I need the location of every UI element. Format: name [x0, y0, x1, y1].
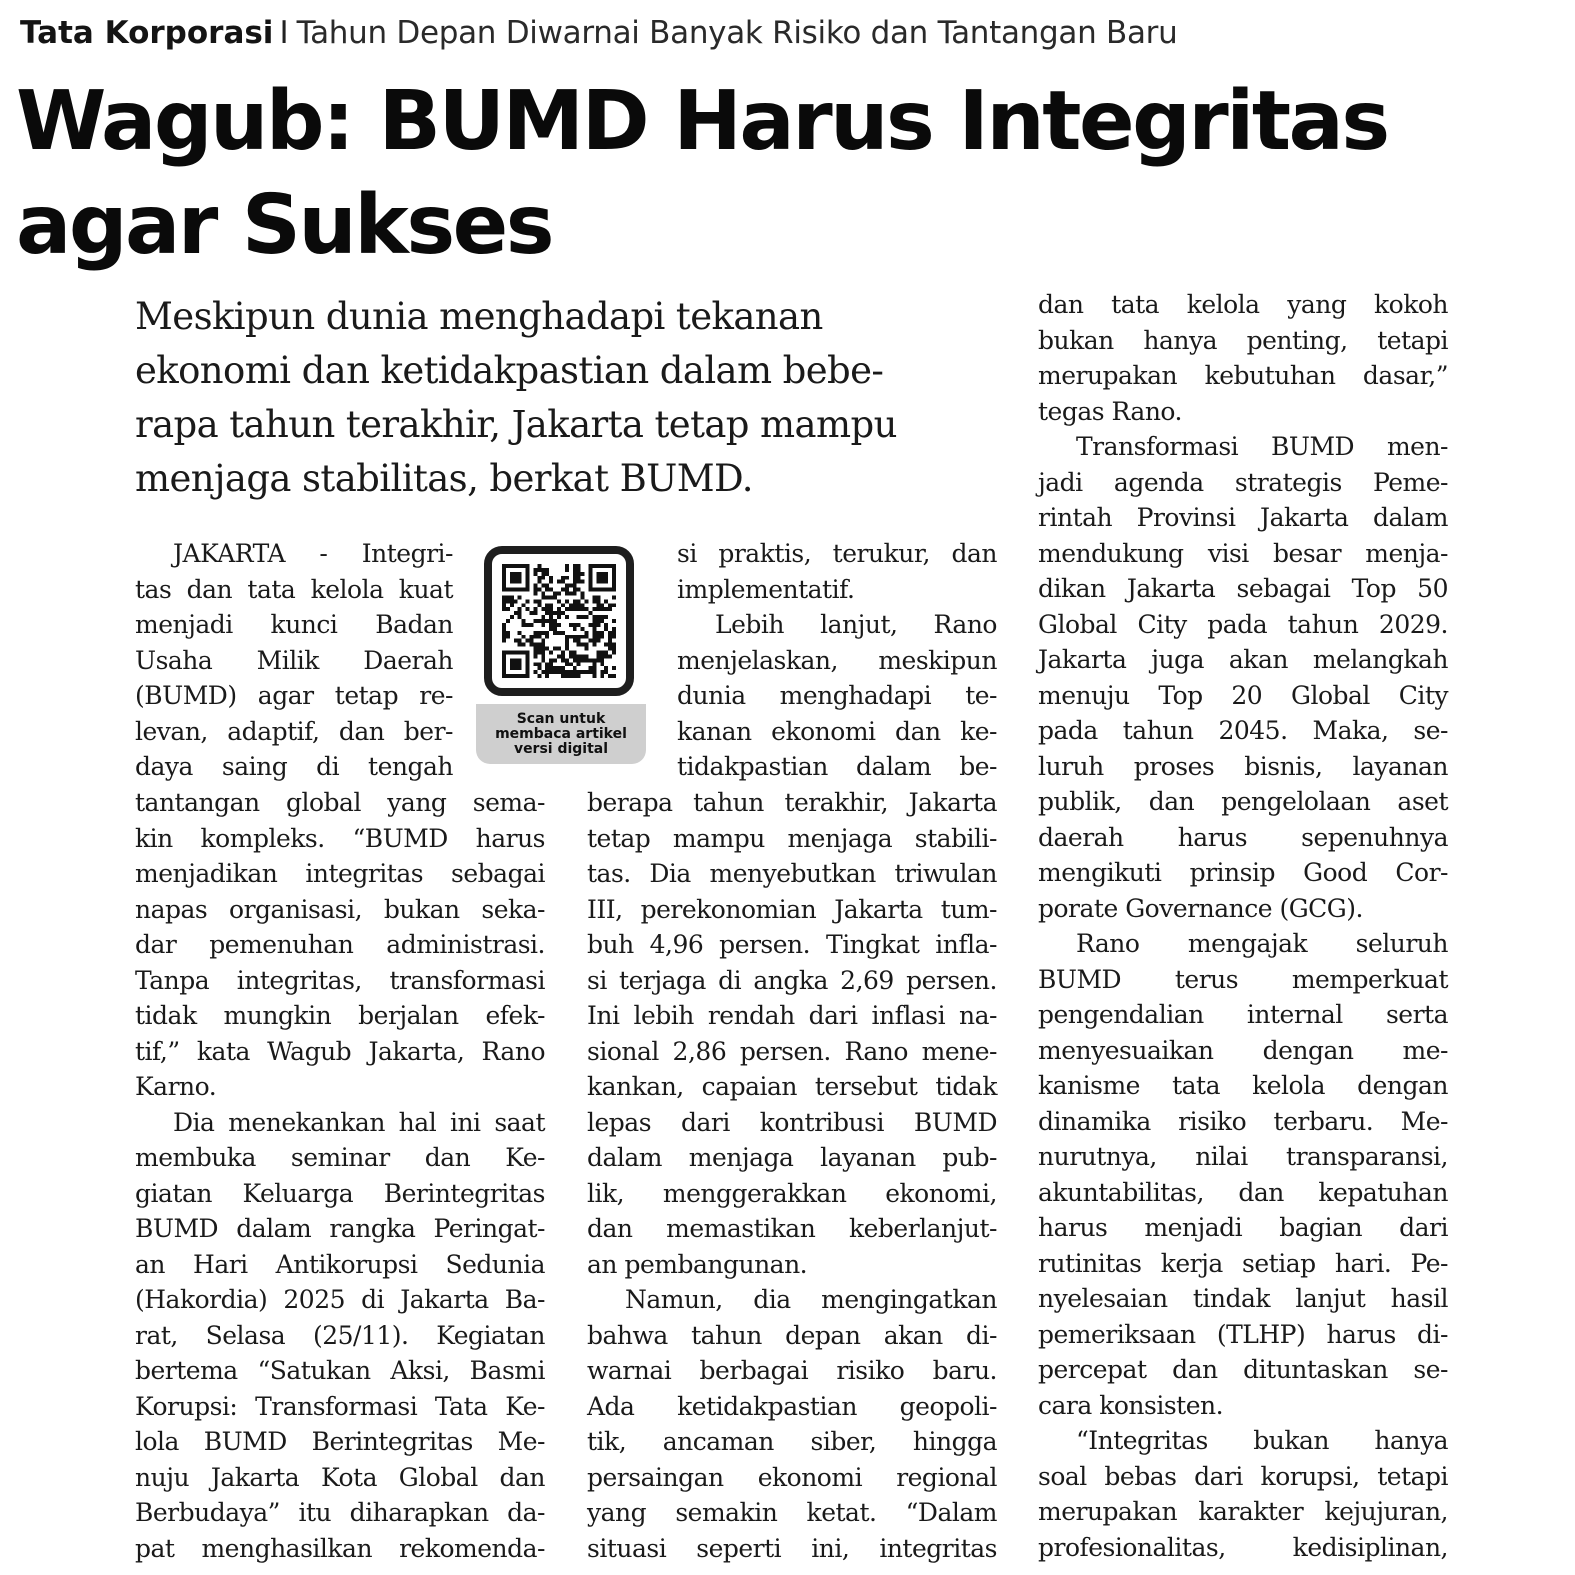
- column-1-top: [135, 536, 453, 785]
- text-line: rutinitas kerja setiap hari. Pe-: [1038, 1248, 1448, 1278]
- text-line: (Hakordia) 2025 di Jakarta Ba-: [135, 1285, 545, 1314]
- text-line: Berbudaya” itu diharapkan da-: [135, 1498, 545, 1527]
- article-paragraph: [587, 785, 997, 1282]
- text-line: menjadi kunci Badan: [135, 610, 453, 639]
- text-line: JAKARTA - Integri-: [173, 539, 453, 568]
- text-line: berapa tahun terakhir, Jakarta: [587, 788, 997, 817]
- text-line: lik, menggerakkan ekonomi,: [587, 1178, 997, 1208]
- text-line: dan tata kelola yang kokoh: [1038, 290, 1448, 319]
- text-line: porate Governance (GCG).: [1038, 893, 1363, 923]
- article-paragraph: [677, 607, 997, 785]
- text-line: rintah Provinsi Jakarta dalam: [1038, 503, 1448, 532]
- article-paragraph: [135, 536, 453, 785]
- text-line: mengikuti prinsip Good Cor-: [1038, 858, 1448, 887]
- text-line: profesionalitas, kedisiplinan,: [1038, 1532, 1448, 1562]
- text-line: tetap mampu menjaga stabili-: [587, 823, 997, 853]
- text-line: Rano mengajak seluruh: [1076, 929, 1448, 958]
- qr-caption-line: Scan untuk: [516, 711, 606, 727]
- text-line: pat menghasilkan rekomenda-: [135, 1533, 545, 1563]
- text-line: Global City pada tahun 2029.: [1038, 609, 1448, 639]
- column-2-top: [677, 536, 997, 785]
- text-line: situasi seperti ini, integritas: [587, 1533, 997, 1563]
- text-line: harus menjadi bagian dari: [1038, 1213, 1448, 1242]
- text-line: si terjaga di angka 2,69 persen.: [587, 965, 997, 995]
- text-line: sional 2,86 persen. Rano mene-: [587, 1036, 997, 1066]
- text-line: implementatif.: [677, 574, 855, 604]
- kicker-subtitle: Tahun Depan Diwarnai Banyak Risiko dan Tantangan Baru: [296, 15, 1178, 51]
- text-line: menjelaskan, meskipun: [677, 645, 997, 675]
- text-line: an Hari Antikorupsi Sedunia: [135, 1249, 545, 1279]
- text-line: si praktis, terukur, dan: [677, 539, 997, 568]
- headline-line-2: agar Sukses: [16, 178, 553, 273]
- qr-caption-line: versi digital: [513, 741, 609, 757]
- lead-paragraph: [135, 290, 985, 506]
- text-line: nuju Jakarta Kota Global dan: [135, 1462, 545, 1492]
- lead-line: Meskipun dunia menghadapi tekanan: [135, 295, 823, 338]
- text-line: III, perekonomian Jakarta tum-: [587, 894, 997, 924]
- text-line: tik, ancaman siber, hingga: [587, 1427, 997, 1456]
- text-line: Korupsi: Transformasi Tata Ke-: [135, 1391, 545, 1421]
- text-line: giatan Keluarga Berintegritas: [135, 1178, 545, 1208]
- text-line: pada tahun 2045. Maka, se-: [1038, 716, 1448, 745]
- text-line: dikan Jakarta sebagai Top 50: [1038, 574, 1448, 603]
- column-2-bottom: [587, 785, 997, 1566]
- lead-line: rapa tahun terakhir, Jakarta tetap mampu: [135, 403, 897, 446]
- text-line: dar pemenuhan administrasi.: [135, 930, 545, 959]
- column-3: [1038, 287, 1448, 1565]
- text-line: Transformasi BUMD men-: [1076, 432, 1448, 461]
- text-line: menyesuaikan dengan me-: [1038, 1035, 1448, 1065]
- article-paragraph: [1038, 287, 1448, 429]
- lead-line: menjaga stabilitas, berkat BUMD.: [135, 457, 753, 500]
- text-line: mendukung visi besar menja-: [1038, 538, 1448, 568]
- text-line: Lebih lanjut, Rano: [715, 610, 997, 639]
- text-line: tantangan global yang sema-: [135, 788, 545, 817]
- text-line: merupakan kebutuhan dasar,”: [1038, 361, 1448, 390]
- text-line: Karno.: [135, 1072, 217, 1101]
- text-line: nurutnya, nilai transparansi,: [1038, 1142, 1448, 1171]
- text-line: menuju Top 20 Global City: [1038, 680, 1448, 710]
- article-paragraph: [1038, 1423, 1448, 1565]
- text-line: dinamika risiko terbaru. Me-: [1038, 1106, 1448, 1136]
- text-line: kankan, capaian tersebut tidak: [587, 1072, 997, 1101]
- text-line: daya saing di tengah: [135, 752, 453, 781]
- text-line: luruh proses bisnis, layanan: [1038, 751, 1448, 781]
- text-line: pengendalian internal serta: [1038, 1000, 1448, 1029]
- text-line: Ada ketidakpastian geopoli-: [587, 1391, 997, 1421]
- qr-frame: [484, 546, 634, 696]
- text-line: kanisme tata kelola dengan: [1038, 1071, 1448, 1100]
- text-line: yang semakin ketat. “Dalam: [587, 1498, 997, 1527]
- kicker-separator: I: [279, 15, 289, 51]
- text-line: kin kompleks. “BUMD harus: [135, 823, 545, 853]
- text-line: rat, Selasa (25/11). Kegiatan: [135, 1320, 545, 1350]
- text-line: cara konsisten.: [1038, 1390, 1224, 1420]
- text-line: napas organisasi, bukan seka-: [135, 894, 545, 924]
- text-line: buh 4,96 persen. Tingkat infla-: [587, 930, 997, 959]
- qr-caption-line: membaca artikel: [495, 726, 627, 742]
- text-line: Namun, dia mengingatkan: [625, 1285, 997, 1314]
- text-line: nyelesaian tindak lanjut hasil: [1038, 1284, 1448, 1313]
- text-line: Usaha Milik Daerah: [135, 645, 453, 675]
- text-line: “Integritas bukan hanya: [1076, 1426, 1448, 1455]
- text-line: an pembangunan.: [587, 1249, 808, 1279]
- text-line: soal bebas dari korupsi, tetapi: [1038, 1461, 1448, 1491]
- text-line: jadi agenda strategis Peme-: [1038, 467, 1448, 497]
- text-line: bertema “Satukan Aksi, Basmi: [135, 1356, 545, 1385]
- text-line: pemeriksaan (TLHP) harus di-: [1038, 1319, 1448, 1349]
- text-line: merupakan karakter kejujuran,: [1038, 1497, 1448, 1526]
- article-paragraph: [135, 1105, 545, 1567]
- text-line: tidak mungkin berjalan efek-: [135, 1001, 545, 1030]
- article-paragraph: [1038, 926, 1448, 1423]
- text-line: dan memastikan keberlanjut-: [587, 1214, 997, 1243]
- text-line: percepat dan dituntaskan se-: [1038, 1355, 1448, 1384]
- text-line: tidakpastian dalam be-: [677, 752, 997, 781]
- text-line: menjadikan integritas sebagai: [135, 859, 545, 888]
- headline: [16, 70, 1561, 278]
- headline-line-1: Wagub: BUMD Harus Integritas: [16, 74, 1388, 169]
- kicker: [20, 12, 1540, 54]
- lead-line: ekonomi dan ketidakpastian dalam bebe-: [135, 349, 884, 392]
- article-paragraph: [135, 785, 545, 1105]
- text-line: persaingan ekonomi regional: [587, 1462, 997, 1492]
- article-paragraph: [1038, 429, 1448, 926]
- text-line: daerah harus sepenuhnya: [1038, 822, 1448, 852]
- column-1-bottom: [135, 785, 545, 1566]
- text-line: BUMD dalam rangka Peringat-: [135, 1214, 545, 1243]
- qr-code-icon[interactable]: [502, 564, 616, 678]
- text-line: kanan ekonomi dan ke-: [677, 716, 997, 746]
- section-label: Tata Korporasi: [20, 15, 274, 51]
- text-line: publik, dan pengelolaan aset: [1038, 787, 1448, 816]
- qr-caption: [476, 704, 646, 764]
- text-line: warnai berbagai risiko baru.: [587, 1356, 997, 1385]
- text-line: akuntabilitas, dan kepatuhan: [1038, 1177, 1448, 1207]
- text-line: Jakarta juga akan melangkah: [1038, 645, 1448, 674]
- article-paragraph: [587, 1282, 997, 1566]
- text-line: Tanpa integritas, transformasi: [135, 965, 545, 995]
- text-line: (BUMD) agar tetap re-: [135, 681, 453, 710]
- text-line: bahwa tahun depan akan di-: [587, 1320, 997, 1350]
- text-line: dalam menjaga layanan pub-: [587, 1143, 997, 1172]
- text-line: BUMD terus memperkuat: [1038, 964, 1448, 994]
- text-line: tas. Dia menyebutkan triwulan: [587, 859, 997, 888]
- text-line: tegas Rano.: [1038, 396, 1182, 426]
- article-paragraph: [677, 536, 997, 607]
- text-line: tif,” kata Wagub Jakarta, Rano: [135, 1036, 545, 1066]
- text-line: membuka seminar dan Ke-: [135, 1143, 545, 1172]
- text-line: Dia menekankan hal ini saat: [173, 1107, 545, 1137]
- text-line: Ini lebih rendah dari inflasi na-: [587, 1001, 997, 1030]
- text-line: bukan hanya penting, tetapi: [1038, 325, 1448, 355]
- text-line: lepas dari kontribusi BUMD: [587, 1107, 997, 1137]
- qr-code-block[interactable]: [476, 546, 646, 766]
- text-line: tas dan tata kelola kuat: [135, 574, 453, 604]
- text-line: levan, adaptif, dan ber-: [135, 716, 453, 746]
- text-line: lola BUMD Berintegritas Me-: [135, 1427, 545, 1456]
- text-line: dunia menghadapi te-: [677, 681, 997, 710]
